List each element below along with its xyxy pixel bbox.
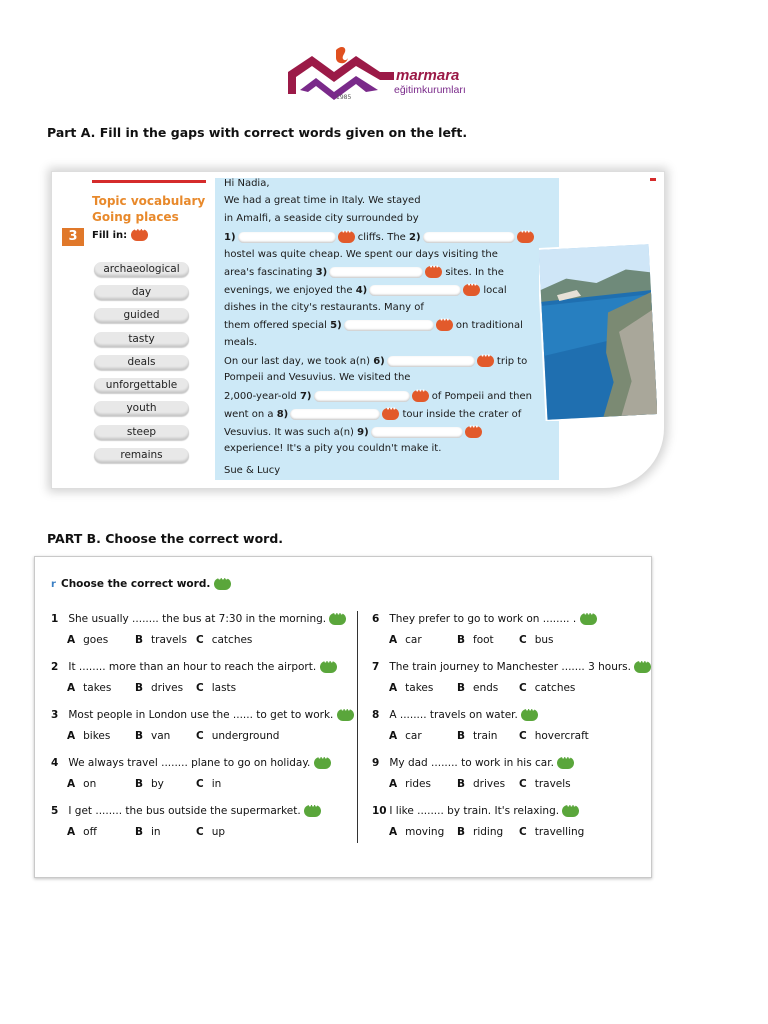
- option-letter: C: [519, 682, 527, 694]
- word-chip[interactable]: remains: [94, 448, 189, 463]
- option-letter: C: [519, 778, 527, 790]
- letter-signature: Sue & Lucy: [224, 465, 281, 476]
- option-text: takes: [83, 682, 112, 694]
- audio-dots-icon[interactable]: [477, 355, 494, 367]
- question-text: I like ........ by train. It's relaxing.: [389, 805, 560, 817]
- option-letter: A: [389, 730, 398, 742]
- question-text: A ........ travels on water.: [389, 709, 518, 721]
- audio-dots-icon[interactable]: [634, 661, 651, 673]
- question-7: [372, 661, 651, 673]
- letter-line: meals.: [224, 337, 258, 348]
- question-number: 5: [51, 805, 59, 817]
- part-a-heading: Part A. Fill in the gaps with correct words given on the left.: [47, 125, 468, 140]
- question-8: [372, 709, 538, 721]
- word-chip[interactable]: guided: [94, 308, 189, 323]
- option-letter: A: [389, 778, 398, 790]
- audio-dots-icon[interactable]: [580, 613, 597, 625]
- option-a-q2[interactable]: [67, 682, 111, 694]
- part-b-box-title: Choose the correct word. •••: [61, 578, 231, 590]
- gap-input-9[interactable]: [371, 427, 463, 438]
- option-b-q2[interactable]: [135, 682, 183, 694]
- option-text: in: [211, 778, 222, 790]
- option-c-q9[interactable]: [519, 778, 571, 790]
- letter-line: Vesuvius. It was such a(n) 9)•••: [224, 426, 482, 438]
- audio-dots-icon[interactable]: [562, 805, 579, 817]
- audio-dots-icon[interactable]: [329, 613, 346, 625]
- audio-dots-icon[interactable]: [557, 757, 574, 769]
- option-letter: B: [457, 826, 466, 838]
- question-number: 1: [51, 613, 59, 625]
- option-text: drives: [151, 682, 184, 694]
- option-letter: C: [519, 826, 527, 838]
- question-text: It ........ more than an hour to reach the airport.: [68, 661, 317, 673]
- question-text: They prefer to go to work on ........ .: [389, 613, 577, 625]
- option-c-q8[interactable]: [519, 730, 589, 742]
- question-9: [372, 757, 574, 769]
- option-text: van: [151, 730, 171, 742]
- audio-dots-icon[interactable]: [521, 709, 538, 721]
- audio-dots-icon[interactable]: [382, 408, 399, 420]
- audio-dots-icon[interactable]: [304, 805, 321, 817]
- option-text: catches: [534, 682, 576, 694]
- option-letter: B: [135, 730, 144, 742]
- red-top-bar-right: [650, 178, 656, 181]
- letter-line: went on a 8)••• tour inside the crater of: [224, 408, 521, 420]
- option-letter: B: [457, 682, 466, 694]
- option-text: moving: [405, 826, 445, 838]
- word-chip[interactable]: youth: [94, 401, 189, 416]
- option-a-q5[interactable]: [67, 826, 97, 838]
- part-b-heading: PART B. Choose the correct word.: [47, 531, 284, 546]
- option-letter: B: [135, 778, 144, 790]
- question-4: [51, 757, 331, 769]
- option-letter: B: [135, 634, 144, 646]
- question-number: 10: [372, 805, 387, 817]
- gap-input-7[interactable]: [314, 391, 410, 402]
- option-letter: A: [67, 778, 76, 790]
- exercise-marker-icon: r: [51, 579, 56, 590]
- option-c-q5[interactable]: [196, 826, 225, 838]
- gap-input-2[interactable]: [423, 232, 515, 243]
- gap-input-1[interactable]: [238, 232, 336, 243]
- audio-dots-icon[interactable]: [436, 319, 453, 331]
- question-5: [51, 805, 321, 817]
- option-c-q7[interactable]: [519, 682, 575, 694]
- word-chip[interactable]: unforgettable: [94, 378, 189, 393]
- option-c-q10[interactable]: [519, 826, 584, 838]
- gap-input-5[interactable]: [344, 320, 434, 331]
- gap-input-4[interactable]: [369, 285, 461, 296]
- option-a-q10[interactable]: [389, 826, 444, 838]
- option-letter: B: [457, 634, 466, 646]
- option-text: travels: [534, 778, 571, 790]
- option-letter: C: [196, 730, 204, 742]
- option-letter: B: [135, 826, 144, 838]
- option-letter: C: [196, 826, 204, 838]
- audio-dots-icon[interactable]: [337, 709, 354, 721]
- letter-line: On our last day, we took a(n) 6)••• trip to: [224, 355, 527, 367]
- audio-dots-icon[interactable]: [425, 266, 442, 278]
- option-b-q1[interactable]: [135, 634, 187, 646]
- logo-year: 1985: [336, 94, 352, 101]
- logo-subtitle: eğitimkurumları: [394, 84, 466, 96]
- letter-line: area's fascinating 3)••• sites. In the: [224, 266, 504, 278]
- question-number: 2: [51, 661, 59, 673]
- option-b-q9[interactable]: [457, 778, 505, 790]
- letter-line: them offered special 5)••• on traditional: [224, 319, 523, 331]
- question-text: Most people in London use the ...... to get to work.: [68, 709, 334, 721]
- audio-dots-icon[interactable]: [465, 426, 482, 438]
- option-c-q4[interactable]: [196, 778, 221, 790]
- letter-line: hostel was quite cheap. We spent our days visiting the: [224, 249, 498, 260]
- question-text: She usually ........ the bus at 7:30 in the morning.: [68, 613, 327, 625]
- question-number: 7: [372, 661, 380, 673]
- audio-dots-icon[interactable]: [412, 390, 429, 402]
- option-text: off: [83, 826, 97, 838]
- marmara-logo: [286, 44, 482, 106]
- letter-panel: [215, 178, 559, 480]
- question-number: 6: [372, 613, 380, 625]
- option-a-q9[interactable]: [389, 778, 431, 790]
- column-divider: [357, 611, 358, 843]
- option-text: catches: [211, 634, 253, 646]
- option-text: hovercraft: [534, 730, 589, 742]
- gap-input-3[interactable]: [329, 267, 423, 278]
- audio-dots-icon[interactable]: [320, 661, 337, 673]
- audio-dots-icon[interactable]: [314, 757, 331, 769]
- option-text: takes: [405, 682, 434, 694]
- letter-line: We had a great time in Italy. We stayed: [224, 195, 421, 206]
- option-text: car: [405, 634, 422, 646]
- part-b-exercise-card: [34, 556, 652, 878]
- question-number: 3: [51, 709, 59, 721]
- option-letter: A: [389, 682, 398, 694]
- question-number: 8: [372, 709, 380, 721]
- letter-line: experience! It's a pity you couldn't make it.: [224, 443, 442, 454]
- question-6: [372, 613, 597, 625]
- audio-dots-icon[interactable]: [517, 231, 534, 243]
- letter-line: 2,000-year-old 7)••• of Pompeii and then: [224, 390, 532, 402]
- question-text: My dad ........ to work in his car.: [389, 757, 554, 769]
- exercise-number: 3: [62, 228, 84, 246]
- option-text: drives: [473, 778, 506, 790]
- option-b-q3[interactable]: [135, 730, 170, 742]
- letter-line: Pompeii and Vesuvius. We visited the: [224, 372, 411, 383]
- audio-dots-icon[interactable]: [338, 231, 355, 243]
- option-letter: A: [67, 682, 76, 694]
- letter-line: 1)••• cliffs. The 2)•••: [224, 231, 534, 243]
- option-c-q6[interactable]: [519, 634, 554, 646]
- option-text: ends: [473, 682, 499, 694]
- option-a-q7[interactable]: [389, 682, 433, 694]
- option-text: riding: [473, 826, 504, 838]
- audio-dots-icon[interactable]: [214, 578, 231, 590]
- letter-line: in Amalfi, a seaside city surrounded by: [224, 213, 419, 224]
- option-a-q3[interactable]: [67, 730, 110, 742]
- gap-input-6[interactable]: [387, 356, 475, 367]
- option-b-q8[interactable]: [457, 730, 497, 742]
- option-text: travels: [151, 634, 187, 646]
- option-b-q7[interactable]: [457, 682, 498, 694]
- word-chip[interactable]: archaeological: [94, 262, 189, 277]
- option-letter: A: [389, 826, 398, 838]
- topic-title: Topic vocabulary: [92, 194, 206, 208]
- option-b-q10[interactable]: [457, 826, 503, 838]
- option-text: lasts: [211, 682, 237, 694]
- option-letter: C: [519, 634, 527, 646]
- audio-dots-icon[interactable]: [131, 229, 148, 241]
- option-text: bikes: [83, 730, 111, 742]
- option-text: bus: [534, 634, 554, 646]
- option-b-q6[interactable]: [457, 634, 494, 646]
- option-letter: C: [519, 730, 527, 742]
- option-letter: A: [67, 634, 76, 646]
- word-chip[interactable]: tasty: [94, 332, 189, 347]
- word-chip[interactable]: deals: [94, 355, 189, 370]
- letter-line: evenings, we enjoyed the 4)••• local: [224, 284, 507, 296]
- question-text: I get ........ the bus outside the supermarket.: [68, 805, 301, 817]
- option-text: in: [151, 826, 161, 838]
- option-letter: B: [457, 778, 466, 790]
- audio-dots-icon[interactable]: [463, 284, 480, 296]
- topic-subtitle: Going places: [92, 210, 179, 224]
- red-top-bar: [92, 180, 206, 183]
- option-text: up: [211, 826, 226, 838]
- letter-line: dishes in the city's restaurants. Many of: [224, 302, 424, 313]
- question-text: The train journey to Manchester ....... 3 hours.: [389, 661, 631, 673]
- question-3: [51, 709, 354, 721]
- option-text: underground: [211, 730, 280, 742]
- option-c-q3[interactable]: [196, 730, 279, 742]
- option-letter: A: [67, 826, 76, 838]
- question-2: [51, 661, 337, 673]
- question-10: [372, 805, 579, 817]
- option-text: rides: [405, 778, 431, 790]
- question-number: 9: [372, 757, 380, 769]
- option-b-q4[interactable]: [135, 778, 164, 790]
- fill-in-label: Fill in: •••: [92, 229, 148, 241]
- option-text: goes: [83, 634, 109, 646]
- option-a-q8[interactable]: [389, 730, 422, 742]
- gap-input-8[interactable]: [290, 409, 380, 420]
- option-letter: C: [196, 778, 204, 790]
- word-chip[interactable]: steep: [94, 425, 189, 440]
- option-a-q4[interactable]: [67, 778, 96, 790]
- option-a-q6[interactable]: [389, 634, 422, 646]
- option-a-q1[interactable]: [67, 634, 108, 646]
- word-chip[interactable]: day: [94, 285, 189, 300]
- option-text: foot: [473, 634, 494, 646]
- option-text: travelling: [534, 826, 585, 838]
- option-text: car: [405, 730, 422, 742]
- option-letter: C: [196, 682, 204, 694]
- option-letter: B: [457, 730, 466, 742]
- option-text: on: [83, 778, 97, 790]
- option-c-q2[interactable]: [196, 682, 236, 694]
- amalfi-coast-photo: [539, 243, 657, 421]
- question-number: 4: [51, 757, 59, 769]
- option-text: train: [473, 730, 498, 742]
- question-text: We always travel ........ plane to go on holiday.: [68, 757, 311, 769]
- logo-wordmark: marmara: [396, 67, 460, 84]
- option-letter: A: [67, 730, 76, 742]
- question-1: [51, 613, 346, 625]
- option-letter: B: [135, 682, 144, 694]
- option-text: by: [151, 778, 164, 790]
- option-letter: C: [196, 634, 204, 646]
- option-letter: A: [389, 634, 398, 646]
- option-c-q1[interactable]: [196, 634, 252, 646]
- letter-line: Hi Nadia,: [224, 178, 270, 189]
- option-b-q5[interactable]: [135, 826, 161, 838]
